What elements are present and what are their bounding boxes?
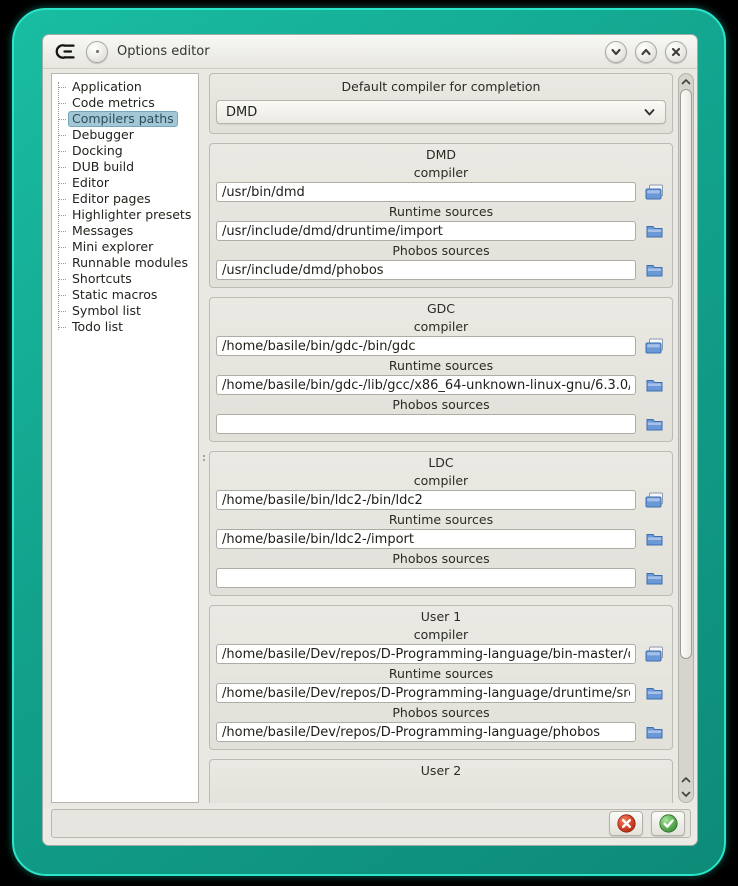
sidebar-item-messages[interactable]: Messages: [52, 223, 198, 239]
scroll-down-button[interactable]: [679, 787, 693, 801]
browse-file-button[interactable]: [642, 490, 666, 510]
browse-file-button[interactable]: [642, 182, 666, 202]
default-compiler-select[interactable]: [216, 100, 666, 124]
sidebar-item-static-macros[interactable]: Static macros: [52, 287, 198, 303]
field-row: [216, 529, 666, 549]
browse-folder-button[interactable]: [642, 683, 666, 703]
open-file-icon: [645, 184, 664, 200]
field-row: [216, 683, 666, 703]
coedit-logo-icon: [53, 43, 77, 60]
gdc-compiler-path-input[interactable]: [216, 336, 636, 356]
options-editor-window: [42, 34, 698, 846]
window-menu-button[interactable]: [86, 41, 108, 63]
vertical-scrollbar[interactable]: [678, 73, 694, 803]
compiler-group-dmd: [209, 143, 673, 288]
close-icon: [670, 46, 682, 58]
field-label: Runtime sources: [388, 358, 494, 373]
minimize-button[interactable]: [605, 41, 627, 63]
open-file-icon: [645, 646, 664, 662]
browse-file-button[interactable]: [642, 644, 666, 664]
group-title: GDC: [426, 301, 456, 316]
field-label: Phobos sources: [392, 705, 490, 720]
group-title: Default compiler for completion: [341, 79, 541, 94]
sidebar-item-mini-explorer[interactable]: Mini explorer: [52, 239, 198, 255]
field-row: [216, 414, 666, 434]
folder-icon: [645, 223, 664, 239]
sidebar-splitter[interactable]: [199, 69, 209, 807]
field-row: [216, 568, 666, 588]
browse-folder-button[interactable]: [642, 722, 666, 742]
menu-dot-icon: [96, 50, 99, 53]
compiler-group-gdc: [209, 297, 673, 442]
compiler-group-user2: [209, 759, 673, 803]
ldc-compiler-path-input[interactable]: [216, 490, 636, 510]
dmd-phobos-sources-input[interactable]: [216, 260, 636, 280]
chevron-down-icon: [681, 790, 691, 798]
field-label: Phobos sources: [392, 551, 490, 566]
dmd-compiler-path-input[interactable]: [216, 182, 636, 202]
sidebar-item-code-metrics[interactable]: Code metrics: [52, 95, 198, 111]
browse-folder-button[interactable]: [642, 529, 666, 549]
sidebar-item-compilers-paths[interactable]: Compilers paths: [52, 111, 198, 127]
field-label: Phobos sources: [392, 397, 490, 412]
titlebar[interactable]: [43, 35, 697, 69]
browse-file-button[interactable]: [642, 336, 666, 356]
field-label: Runtime sources: [388, 666, 494, 681]
user1-runtime-sources-input[interactable]: [216, 683, 636, 703]
sidebar-item-editor-pages[interactable]: Editor pages: [52, 191, 198, 207]
gdc-runtime-sources-input[interactable]: [216, 375, 636, 395]
browse-folder-button[interactable]: [642, 375, 666, 395]
ldc-phobos-sources-input[interactable]: [216, 568, 636, 588]
sidebar-item-highlighter-presets[interactable]: Highlighter presets: [52, 207, 198, 223]
group-title: LDC: [428, 455, 454, 470]
maximize-button[interactable]: [635, 41, 657, 63]
field-row: [216, 260, 666, 280]
open-file-icon: [645, 338, 664, 354]
compiler-group-user1: [209, 605, 673, 750]
field-label: compiler: [413, 627, 469, 642]
group-title: User 2: [420, 763, 462, 778]
field-label: Runtime sources: [388, 204, 494, 219]
close-button[interactable]: [665, 41, 687, 63]
sidebar-item-runnable-modules[interactable]: Runnable modules: [52, 255, 198, 271]
category-tree: [51, 73, 199, 803]
folder-icon: [645, 377, 664, 393]
chevron-down-icon: [610, 46, 622, 58]
green-check-icon: [659, 814, 678, 833]
sidebar-item-debugger[interactable]: Debugger: [52, 127, 198, 143]
folder-icon: [645, 531, 664, 547]
folder-icon: [645, 724, 664, 740]
field-row: [216, 644, 666, 664]
field-label: Runtime sources: [388, 512, 494, 527]
status-panel: [51, 809, 691, 838]
sidebar-item-shortcuts[interactable]: Shortcuts: [52, 271, 198, 287]
field-row: [216, 490, 666, 510]
field-row: [216, 336, 666, 356]
user1-phobos-sources-input[interactable]: [216, 722, 636, 742]
field-row: [216, 722, 666, 742]
chevron-up-icon: [681, 776, 691, 784]
browse-folder-button[interactable]: [642, 414, 666, 434]
chevron-up-icon: [640, 46, 652, 58]
default-compiler-group: [209, 73, 673, 134]
browse-folder-button[interactable]: [642, 260, 666, 280]
gdc-phobos-sources-input[interactable]: [216, 414, 636, 434]
browse-folder-button[interactable]: [642, 221, 666, 241]
field-label: compiler: [413, 473, 469, 488]
ldc-runtime-sources-input[interactable]: [216, 529, 636, 549]
sidebar-item-docking[interactable]: Docking: [52, 143, 198, 159]
folder-icon: [645, 570, 664, 586]
bottombar: [43, 807, 698, 846]
content-area: [43, 69, 698, 807]
accept-button[interactable]: [651, 811, 685, 836]
selected-compiler: DMD: [226, 104, 258, 120]
window-title: Options editor: [117, 44, 210, 59]
sidebar-item-todo-list[interactable]: Todo list: [52, 319, 198, 335]
compiler-group-ldc: [209, 451, 673, 596]
options-scrollview: [209, 73, 673, 803]
folder-icon: [645, 416, 664, 432]
sidebar-item-application[interactable]: Application: [52, 79, 198, 95]
field-label: compiler: [413, 165, 469, 180]
field-label: compiler: [413, 319, 469, 334]
window-controls: [605, 41, 687, 63]
field-label: Phobos sources: [392, 243, 490, 258]
user1-compiler-path-input[interactable]: [216, 644, 636, 664]
scroll-up-button-secondary[interactable]: [679, 773, 693, 787]
folder-icon: [645, 685, 664, 701]
cancel-button[interactable]: [609, 811, 643, 836]
field-row: [216, 182, 666, 202]
browse-folder-button[interactable]: [642, 568, 666, 588]
field-row: [216, 221, 666, 241]
sidebar-item-editor[interactable]: Editor: [52, 175, 198, 191]
sidebar-item-symbol-list[interactable]: Symbol list: [52, 303, 198, 319]
open-file-icon: [645, 492, 664, 508]
chevron-down-icon: [643, 107, 656, 117]
scroll-up-button[interactable]: [679, 75, 693, 89]
red-cross-icon: [617, 814, 636, 833]
chevron-up-icon: [681, 78, 691, 86]
sidebar-item-dub-build[interactable]: DUB build: [52, 159, 198, 175]
scrollbar-thumb[interactable]: [680, 89, 692, 659]
group-title: DMD: [425, 147, 457, 162]
field-row: [216, 375, 666, 395]
dmd-runtime-sources-input[interactable]: [216, 221, 636, 241]
group-title: User 1: [420, 609, 462, 624]
folder-icon: [645, 262, 664, 278]
